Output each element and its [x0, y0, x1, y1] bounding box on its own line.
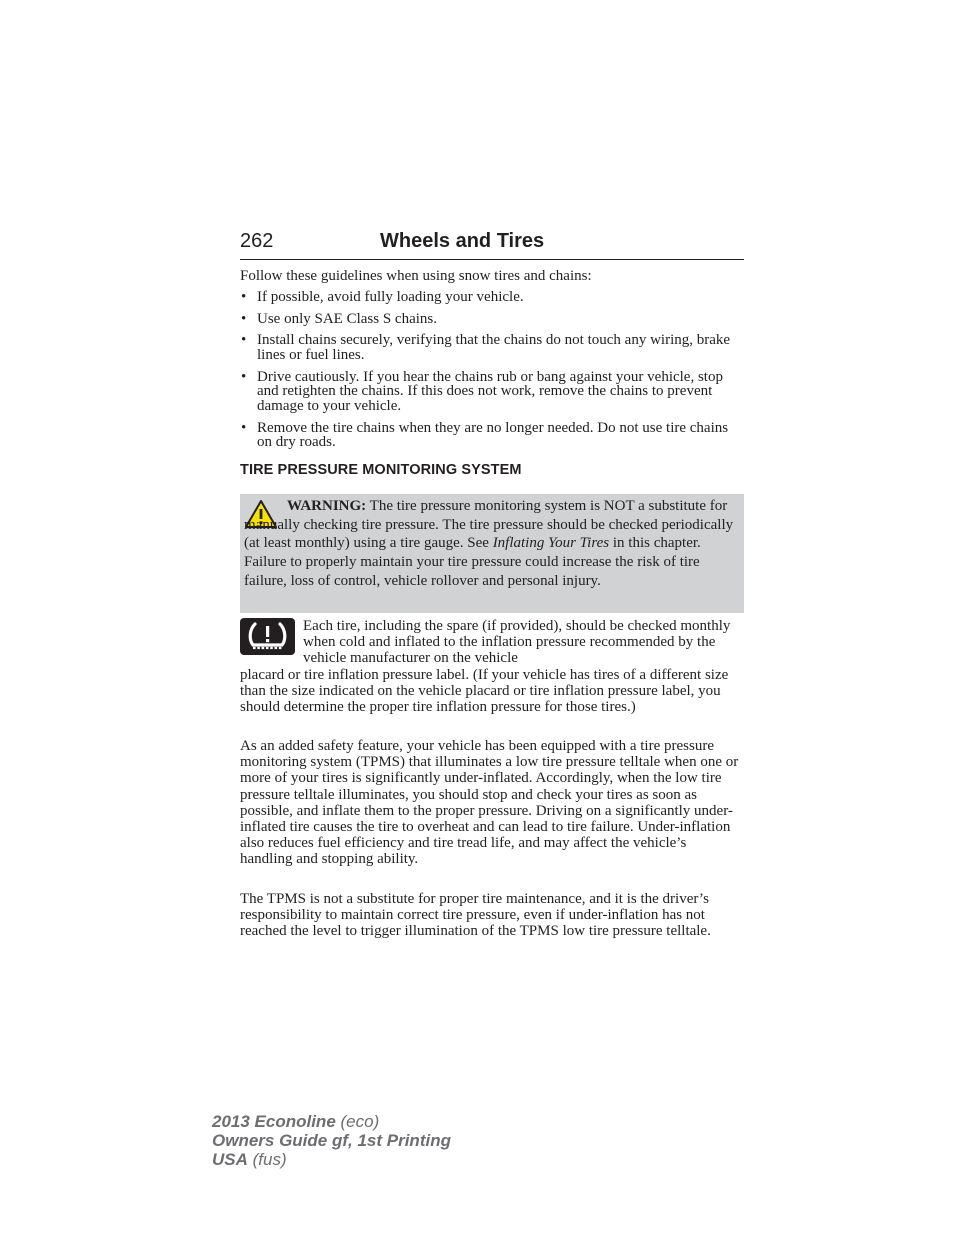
footer-model: 2013 Econoline — [212, 1112, 336, 1131]
warning-text — [244, 497, 736, 591]
list-item: • If possible, avoid fully loading your vehicle. — [240, 290, 740, 305]
list-item: • Drive cautiously. If you hear the chains rub or bang against your vehicle, stop and retighten the chains. If this does not work, remove the chains to prevent damage to your vehicle. — [240, 370, 740, 414]
list-item: • Use only SAE Class S chains. — [240, 312, 740, 327]
warning-box — [240, 494, 744, 613]
paragraph-tpms-responsibility: The TPMS is not a substitute for proper tire maintenance, and it is the driver’s responsibility to maintain correct tire pressure, even if under-inflation has not reached the level to trigger illumination of the TPMS low tire pressure telltale. — [240, 891, 711, 940]
warning-label: WARNING: — [287, 498, 367, 514]
footer-market: USA — [212, 1150, 248, 1169]
footer-line-3 — [212, 1150, 451, 1169]
footer-line-1 — [212, 1112, 451, 1131]
page-number: 262 — [240, 230, 274, 252]
page-footer — [212, 1112, 451, 1169]
warning-body-end: in this chapter. Failure to properly maintain your tire pressure could increase the risk of tire failure, loss of control, vehicle rollover and personal injury. — [244, 535, 701, 589]
list-item: • Remove the tire chains when they are no longer needed. Do not use tire chains on dry roads. — [240, 421, 740, 450]
footer-line-2 — [212, 1131, 451, 1150]
intro-text: Follow these guidelines when using snow tires and chains: — [240, 268, 592, 284]
paragraph-tire-check-intro: Each tire, including the spare (if provided), should be checked monthly when cold and inflated to the inflation pressure recommended by the vehicle manufacturer on the vehicle — [303, 618, 731, 667]
footer-model-code: (eco) — [335, 1112, 380, 1131]
tire-pressure-telltale-icon — [240, 618, 295, 655]
paragraph-tpms-feature: As an added safety feature, your vehicle has been equipped with a tire pressure monitoring system (TPMS) that illuminates a low tire pressure telltale when one or more of your tires is significantly under-inflated. Accordingly, when the low tire pressure telltale illuminates, you should stop and check your tires as soon as possible, and inflate them to the proper pressure. Driving on a significantly under-inflated tire causes the tire to overheat and can lead to tire failure. Under-inflation also reduces fuel efficiency and tire tread life, and may affect the vehicle’s handling and stopping ability. — [240, 738, 739, 868]
snow-chain-guidelines-list — [240, 290, 740, 457]
footer-market-code: (fus) — [247, 1150, 287, 1169]
subheading-tpms: TIRE PRESSURE MONITORING SYSTEM — [240, 462, 522, 478]
paragraph-tire-check-continued: placard or tire inflation pressure label. (If your vehicle has tires of a different size than the size indicated on the vehicle placard or tire inflation pressure label, you should determine the proper tire inflation pressure for those tires.) — [240, 667, 729, 716]
page-header — [240, 228, 744, 260]
cross-reference-inflating-your-tires: Inflating Your Tires — [492, 535, 610, 552]
footer-printing: Owners Guide gf, 1st Printing — [212, 1131, 451, 1150]
page-title: Wheels and Tires — [380, 230, 545, 252]
warning-body: The tire pressure monitoring system is NOT a substitute for manually checking tire pressure. The tire pressure should be checked periodically (at least monthly) using a tire gauge. See — [244, 498, 734, 552]
list-item: • Install chains securely, verifying that the chains do not touch any wiring, brake lines or fuel lines. — [240, 333, 740, 362]
